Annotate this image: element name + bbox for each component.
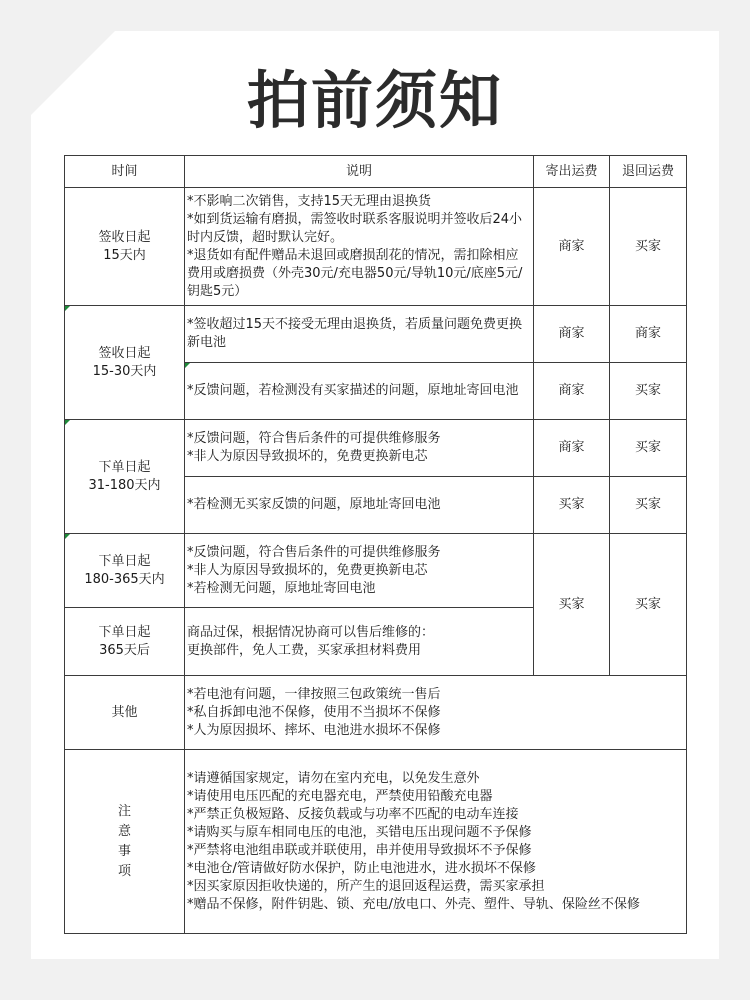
- time-cell: 下单日起 31-180天内: [65, 420, 185, 534]
- table-row: [65, 750, 687, 934]
- return-fee-cell: 买家: [610, 188, 687, 306]
- desc-line: *如到货运输有磨损，需签收时联系客服说明并签收后24小时内反馈，超时默认完好。: [187, 211, 523, 245]
- header-desc: 说明: [185, 156, 534, 188]
- table-row: [65, 676, 687, 750]
- table-row: [65, 306, 687, 363]
- send-fee-cell: 买家: [534, 477, 610, 534]
- time-cell: 签收日起 15-30天内: [65, 306, 185, 420]
- desc-line: *严禁正负极短路、反接负载或与功率不匹配的电动车连接: [187, 806, 519, 822]
- desc-line: 商品过保，根据情况协商可以售后维修的：: [187, 624, 435, 640]
- time-cell: 注 意 事 项: [65, 750, 185, 934]
- return-fee-cell: 买家: [610, 363, 687, 420]
- page-title: 拍前须知: [246, 63, 503, 137]
- desc-line: *请遵循国家规定，请勿在室内充电，以免发生意外: [187, 770, 480, 786]
- desc-line: *反馈问题，符合售后条件的可提供维修服务: [187, 544, 441, 560]
- desc-line: *严禁将电池组串联或并联使用，串并使用导致损坏不予保修: [187, 842, 532, 858]
- desc-cell: [185, 188, 534, 306]
- table-row: [65, 534, 687, 608]
- desc-cell: [185, 306, 534, 363]
- table-header-row: [65, 156, 687, 188]
- desc-line: *若检测无问题，原地址寄回电池: [187, 580, 376, 596]
- desc-cell: [185, 477, 534, 534]
- desc-cell: [185, 750, 687, 934]
- return-fee-cell: 商家: [610, 306, 687, 363]
- send-fee-cell: 商家: [534, 306, 610, 363]
- time-cell: 其他: [65, 676, 185, 750]
- desc-line: *退货如有配件赠品未退回或磨损刮花的情况，需扣除相应费用或磨损费（外壳30元/充电器50元/导轨10元/底座5元/钥匙5元）: [187, 247, 523, 299]
- return-fee-cell: 买家: [610, 477, 687, 534]
- desc-cell: [185, 363, 534, 420]
- header-send-fee: 寄出运费: [534, 156, 610, 188]
- return-fee-cell: 买家: [610, 420, 687, 477]
- desc-line: *签收超过15天不接受无理由退换货，若质量问题免费更换新电池: [187, 317, 523, 350]
- desc-line: *反馈问题，若检测没有买家描述的问题，原地址寄回电池: [187, 383, 519, 398]
- time-cell: 签收日起 15天内: [65, 188, 185, 306]
- return-fee-cell: 买家: [610, 534, 687, 676]
- time-cell: 下单日起 180-365天内: [65, 534, 185, 608]
- desc-line: *非人为原因导致损坏的，免费更换新电芯: [187, 562, 428, 578]
- desc-cell: [185, 676, 687, 750]
- send-fee-cell: 商家: [534, 188, 610, 306]
- send-fee-cell: 商家: [534, 363, 610, 420]
- desc-line: *非人为原因导致损坏的，免费更换新电芯: [187, 449, 428, 464]
- desc-line: *若检测无买家反馈的问题，原地址寄回电池: [187, 497, 441, 512]
- desc-line: *反馈问题，符合售后条件的可提供维修服务: [187, 431, 441, 446]
- desc-line: 更换部件，免人工费，买家承担材料费用: [187, 642, 422, 658]
- desc-line: *因买家原因拒收快递的，所产生的退回返程运费，需买家承担: [187, 878, 545, 894]
- header-time: 时间: [65, 156, 185, 188]
- desc-cell: [185, 608, 534, 676]
- desc-cell: [185, 420, 534, 477]
- send-fee-cell: 商家: [534, 420, 610, 477]
- desc-line: *请使用电压匹配的充电器充电，严禁使用铅酸充电器: [187, 788, 493, 804]
- desc-line: *不影响二次销售，支持15天无理由退换货: [187, 193, 432, 209]
- send-fee-cell: 买家: [534, 534, 610, 676]
- desc-line: *私自拆卸电池不保修，使用不当损坏不保修: [187, 704, 441, 720]
- table-row: [65, 188, 687, 306]
- desc-line: *人为原因损坏、摔坏、电池进水损坏不保修: [187, 722, 441, 738]
- table-row: [65, 420, 687, 477]
- desc-line: *赠品不保修，附件钥匙、锁、充电/放电口、外壳、塑件、导轨、保险丝不保修: [187, 896, 640, 912]
- header-return-fee: 退回运费: [610, 156, 687, 188]
- desc-cell: [185, 534, 534, 608]
- desc-line: *若电池有问题，一律按照三包政策统一售后: [187, 686, 441, 702]
- desc-line: *请购买与原车相同电压的电池，买错电压出现问题不予保修: [187, 824, 532, 840]
- time-cell: 下单日起 365天后: [65, 608, 185, 676]
- policy-table: [64, 155, 687, 934]
- desc-line: *电池仓/管请做好防水保护，防止电池进水，进水损坏不保修: [187, 860, 536, 876]
